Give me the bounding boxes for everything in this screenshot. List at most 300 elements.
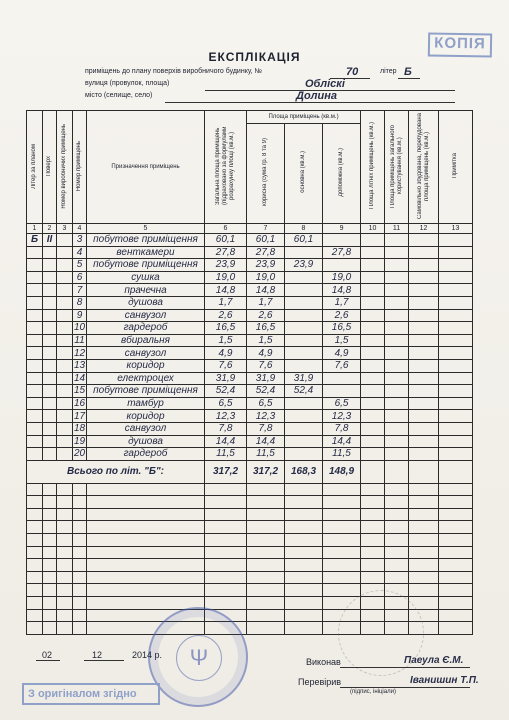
cell-empty [439, 422, 473, 435]
cell-empty [361, 322, 385, 335]
cell-empty [409, 347, 439, 360]
underline-checker [340, 687, 470, 688]
cell-empty [439, 347, 473, 360]
empty-cell [247, 508, 285, 521]
empty-row [27, 571, 473, 584]
empty-cell [361, 521, 385, 534]
cell-name: душова [87, 435, 205, 448]
cell-empty [385, 309, 409, 322]
date-year: 2014 р. [132, 650, 163, 660]
cell-empty [409, 359, 439, 372]
col-header-useful: корисна (сума гр. 8 та 9) [247, 123, 285, 223]
cell-total: 6,5 [205, 397, 247, 410]
cell-liter [27, 372, 43, 385]
cell-empty [439, 234, 473, 247]
empty-cell [247, 534, 285, 547]
empty-cell [247, 609, 285, 622]
empty-row [27, 483, 473, 496]
empty-cell [439, 508, 473, 521]
cell-floor [43, 259, 57, 272]
empty-cell [205, 571, 247, 584]
cell-useful: 11,5 [247, 448, 285, 461]
empty-cell [439, 584, 473, 597]
cell-main [285, 309, 323, 322]
cell-room: 12 [73, 347, 86, 359]
empty-row [27, 534, 473, 547]
cell-aux: 6,5 [323, 397, 361, 410]
total-label: Всього по літ. "Б": [27, 460, 205, 483]
executor-label: Виконав [306, 657, 341, 667]
empty-cell [285, 571, 323, 584]
cell-empty [385, 347, 409, 360]
table-body [27, 234, 473, 461]
empty-cell [385, 571, 409, 584]
empty-cell [247, 571, 285, 584]
cell-floor [43, 271, 57, 284]
cell-name: коридор [87, 410, 205, 423]
cell-floor [43, 322, 57, 335]
col-header-purpose: Призначення приміщень [87, 111, 205, 224]
cell-useful: 4,9 [247, 347, 285, 360]
cell-name: прачечна [87, 284, 205, 297]
cell-aux: 7,8 [323, 422, 361, 435]
cell-floor [43, 309, 57, 322]
cell-room: 20 [73, 448, 86, 460]
cell-empty [361, 234, 385, 247]
cell-unit [57, 435, 73, 448]
cell-main [285, 271, 323, 284]
empty-cell [27, 546, 43, 559]
empty-cell [57, 584, 73, 597]
cell-room: 15 [73, 385, 86, 397]
empty-cell [385, 534, 409, 547]
table-row [27, 347, 473, 360]
cell-empty [409, 284, 439, 297]
cell-unit [57, 422, 73, 435]
empty-cell [57, 546, 73, 559]
cell-main: 60,1 [285, 234, 323, 247]
table-row [27, 435, 473, 448]
cell-floor [43, 359, 57, 372]
cell-room: 17 [73, 410, 86, 422]
cell-useful: 12,3 [247, 410, 285, 423]
empty-row [27, 521, 473, 534]
cell-liter [27, 309, 43, 322]
cell-room: 4 [73, 246, 87, 259]
empty-cell [73, 521, 87, 534]
city-name: Долина [296, 90, 337, 102]
cell-total: 11,5 [205, 448, 247, 461]
cell-room: 19 [73, 435, 86, 447]
cell-empty [385, 334, 409, 347]
empty-cell [247, 546, 285, 559]
empty-cell [73, 584, 87, 597]
table-row [27, 410, 473, 423]
cell-aux: 12,3 [323, 410, 361, 423]
col-num: 5 [87, 224, 205, 234]
header-line-street: вулиця (провулок, площа) [85, 80, 170, 87]
empty-cell [87, 483, 205, 496]
col-header-liter: Літер за планом [27, 111, 43, 224]
cell-unit [57, 259, 73, 272]
empty-cell [439, 534, 473, 547]
empty-cell [323, 521, 361, 534]
cell-floor [43, 410, 57, 423]
col-num: 2 [43, 224, 57, 234]
table-row [27, 296, 473, 309]
cell-empty [385, 271, 409, 284]
cell-room: 10 [73, 322, 86, 334]
cell-main [285, 296, 323, 309]
cell-liter [27, 271, 43, 284]
empty-cell [285, 584, 323, 597]
cell-useful: 2,6 [247, 309, 285, 322]
cell-empty [439, 385, 473, 398]
empty-cell [57, 571, 73, 584]
cell-aux [323, 259, 361, 272]
empty-cell [27, 571, 43, 584]
cell-useful: 19,0 [247, 271, 285, 284]
page-title: ЕКСПЛІКАЦІЯ [208, 50, 301, 64]
cell-empty [385, 397, 409, 410]
empty-cell [87, 496, 205, 509]
cell-total: 14,4 [205, 435, 247, 448]
cell-room: 6 [73, 271, 87, 284]
empty-row [27, 559, 473, 572]
empty-cell [27, 496, 43, 509]
empty-cell [205, 508, 247, 521]
col-header-room-no: Номер приміщень [73, 111, 87, 224]
col-header-premises: Площа літніх приміщень (кв.м.) [361, 111, 385, 224]
col-num: 4 [73, 224, 87, 234]
empty-cell [43, 521, 57, 534]
empty-cell [409, 496, 439, 509]
col-header-arbitrary: Самовільно збудована, перебудована площа приміщень (кв.м.) [409, 111, 439, 224]
cell-main [285, 422, 323, 435]
cell-empty [439, 359, 473, 372]
underline-liter [398, 78, 420, 79]
checker-name: Іванишин Т.П. [410, 675, 479, 686]
header-line-city: місто (селище, село) [85, 92, 153, 99]
cell-liter [27, 397, 43, 410]
cell-liter [27, 422, 43, 435]
cell-empty [439, 410, 473, 423]
cell-empty [361, 259, 385, 272]
cell-empty [409, 334, 439, 347]
empty-cell [73, 571, 87, 584]
cell-empty [409, 435, 439, 448]
cell-aux: 7,6 [323, 359, 361, 372]
col-num: 6 [205, 224, 247, 234]
empty-row [27, 546, 473, 559]
cell-useful: 7,6 [247, 359, 285, 372]
empty-cell [385, 546, 409, 559]
cell-empty [361, 309, 385, 322]
cell-room: 14 [73, 372, 86, 384]
cell-useful: 14,4 [247, 435, 285, 448]
empty-cell [205, 597, 247, 610]
empty-cell [43, 597, 57, 610]
cell-empty [409, 322, 439, 335]
empty-cell [439, 521, 473, 534]
empty-cell [43, 559, 57, 572]
cell-room: 11 [74, 335, 85, 347]
empty-cell [361, 496, 385, 509]
table-row [27, 359, 473, 372]
cell-empty [439, 372, 473, 385]
empty-cell [205, 534, 247, 547]
cell-useful: 1,5 [247, 334, 285, 347]
cell-empty [385, 246, 409, 259]
empty-cell [43, 584, 57, 597]
empty-cell [43, 622, 57, 635]
empty-cell [385, 483, 409, 496]
cell-main [285, 334, 323, 347]
cell-name: санвузол [87, 309, 205, 322]
total-useful: 317,2 [247, 460, 285, 483]
table-row [27, 309, 473, 322]
cell-empty [385, 359, 409, 372]
empty-cell [205, 496, 247, 509]
table-row [27, 284, 473, 297]
cell-name: санвузол [87, 422, 205, 435]
cell-floor [43, 448, 57, 461]
cell-unit [57, 284, 73, 297]
empty-cell [57, 559, 73, 572]
empty-cell [57, 622, 73, 635]
empty-cell [87, 571, 205, 584]
cell-liter [27, 322, 43, 335]
empty-cell [27, 508, 43, 521]
cell-empty [439, 435, 473, 448]
cell-unit [57, 309, 73, 322]
cell-aux [323, 385, 361, 398]
cell-useful: 16,5 [247, 322, 285, 335]
cell-empty [439, 397, 473, 410]
cell-empty [385, 322, 409, 335]
cell-room: 16 [73, 398, 86, 410]
cell-unit [57, 271, 73, 284]
cell-empty [361, 246, 385, 259]
cell-empty [361, 334, 385, 347]
cell-empty [409, 397, 439, 410]
cell-floor [43, 284, 57, 297]
col-num: 9 [323, 224, 361, 234]
empty-cell [361, 534, 385, 547]
col-num: 7 [247, 224, 285, 234]
cell-unit [57, 397, 73, 410]
cell-useful: 1,7 [247, 296, 285, 309]
cell-total: 4,9 [205, 347, 247, 360]
empty-cell [439, 483, 473, 496]
cell-floor [43, 385, 57, 398]
table-row [27, 334, 473, 347]
copy-stamp-bottom: З оригіналом згідно [22, 683, 160, 705]
cell-empty [385, 448, 409, 461]
col-num: 10 [361, 224, 385, 234]
cell-empty [385, 372, 409, 385]
total-empty [439, 460, 473, 483]
empty-cell [57, 609, 73, 622]
empty-cell [205, 584, 247, 597]
cell-empty [439, 284, 473, 297]
empty-cell [285, 496, 323, 509]
empty-cell [43, 508, 57, 521]
cell-empty [439, 271, 473, 284]
empty-cell [57, 496, 73, 509]
empty-cell [247, 521, 285, 534]
cell-main [285, 347, 323, 360]
empty-cell [57, 508, 73, 521]
cell-aux: 14,4 [323, 435, 361, 448]
total-aux: 148,9 [323, 460, 361, 483]
empty-cell [247, 483, 285, 496]
total-row [27, 460, 473, 483]
cell-aux [323, 372, 361, 385]
cell-useful: 52,4 [247, 385, 285, 398]
cell-unit [57, 347, 73, 360]
empty-cell [361, 508, 385, 521]
cell-floor [43, 347, 57, 360]
empty-cell [43, 571, 57, 584]
empty-cell [361, 483, 385, 496]
cell-liter [27, 448, 43, 461]
street-name: Обліскі [305, 78, 345, 90]
cell-liter [27, 359, 43, 372]
cell-liter [27, 246, 43, 259]
empty-cell [27, 609, 43, 622]
cell-main [285, 359, 323, 372]
cell-floor [43, 334, 57, 347]
cell-floor [43, 372, 57, 385]
empty-cell [43, 483, 57, 496]
cell-empty [409, 309, 439, 322]
table-row [27, 259, 473, 272]
empty-cell [247, 597, 285, 610]
empty-cell [285, 609, 323, 622]
empty-cell [43, 496, 57, 509]
cell-name: гардероб [87, 448, 205, 461]
cell-name: сушка [87, 271, 205, 284]
empty-row [27, 496, 473, 509]
explication-table [26, 110, 473, 635]
empty-cell [87, 559, 205, 572]
cell-empty [409, 234, 439, 247]
cell-floor [43, 397, 57, 410]
cell-floor [43, 435, 57, 448]
empty-cell [409, 571, 439, 584]
cell-empty [439, 309, 473, 322]
cell-empty [439, 246, 473, 259]
cell-empty [439, 296, 473, 309]
empty-row [27, 508, 473, 521]
cell-unit [57, 410, 73, 423]
cell-room: 3 [73, 234, 87, 247]
cell-liter [27, 334, 43, 347]
cell-main [285, 448, 323, 461]
cell-unit [57, 334, 73, 347]
cell-room: 8 [73, 296, 87, 309]
empty-cell [43, 609, 57, 622]
empty-cell [27, 521, 43, 534]
cell-total: 7,6 [205, 359, 247, 372]
empty-cell [409, 534, 439, 547]
empty-cell [73, 559, 87, 572]
cell-main [285, 284, 323, 297]
cell-unit [57, 385, 73, 398]
cell-empty [439, 448, 473, 461]
cell-empty [409, 246, 439, 259]
date-month: 12 [92, 650, 103, 660]
cell-unit [57, 296, 73, 309]
cell-liter [27, 385, 43, 398]
col-num: 13 [439, 224, 473, 234]
empty-cell [247, 559, 285, 572]
empty-cell [73, 483, 87, 496]
cell-empty [439, 334, 473, 347]
col-header-note: Примітка [439, 111, 473, 224]
cell-unit [57, 448, 73, 461]
empty-cell [361, 571, 385, 584]
official-seal [148, 607, 248, 707]
empty-cell [87, 534, 205, 547]
empty-cell [361, 559, 385, 572]
empty-cell [285, 483, 323, 496]
cell-unit [57, 372, 73, 385]
cell-empty [409, 385, 439, 398]
cell-room: 9 [73, 309, 87, 322]
underline-day [36, 660, 60, 661]
copy-stamp-top: КОПІЯ [428, 32, 492, 57]
cell-main: 31,9 [285, 372, 323, 385]
cell-total: 2,6 [205, 309, 247, 322]
empty-cell [57, 534, 73, 547]
cell-room: 7 [73, 284, 87, 297]
cell-total: 16,5 [205, 322, 247, 335]
cell-empty [361, 284, 385, 297]
cell-aux: 19,0 [323, 271, 361, 284]
empty-cell [205, 559, 247, 572]
cell-unit [57, 246, 73, 259]
cell-total: 1,7 [205, 296, 247, 309]
cell-empty [409, 296, 439, 309]
cell-liter [27, 259, 43, 272]
cell-empty [409, 410, 439, 423]
empty-cell [27, 622, 43, 635]
empty-cell [323, 584, 361, 597]
cell-name: тамбур [87, 397, 205, 410]
empty-cell [27, 597, 43, 610]
cell-total: 31,9 [205, 372, 247, 385]
col-header-unit-no: Номер виробничих приміщень [57, 111, 73, 224]
cell-empty [361, 347, 385, 360]
cell-empty [409, 259, 439, 272]
cell-floor [43, 296, 57, 309]
empty-cell [323, 559, 361, 572]
empty-cell [87, 508, 205, 521]
total-empty [361, 460, 385, 483]
underline-city [165, 102, 455, 103]
cell-name: санвузол [87, 347, 205, 360]
underline-month [84, 660, 124, 661]
col-num: 8 [285, 224, 323, 234]
cell-useful: 23,9 [247, 259, 285, 272]
cell-total: 14,8 [205, 284, 247, 297]
empty-cell [285, 559, 323, 572]
cell-empty [385, 410, 409, 423]
empty-cell [285, 508, 323, 521]
cell-name: венткамери [87, 246, 205, 259]
